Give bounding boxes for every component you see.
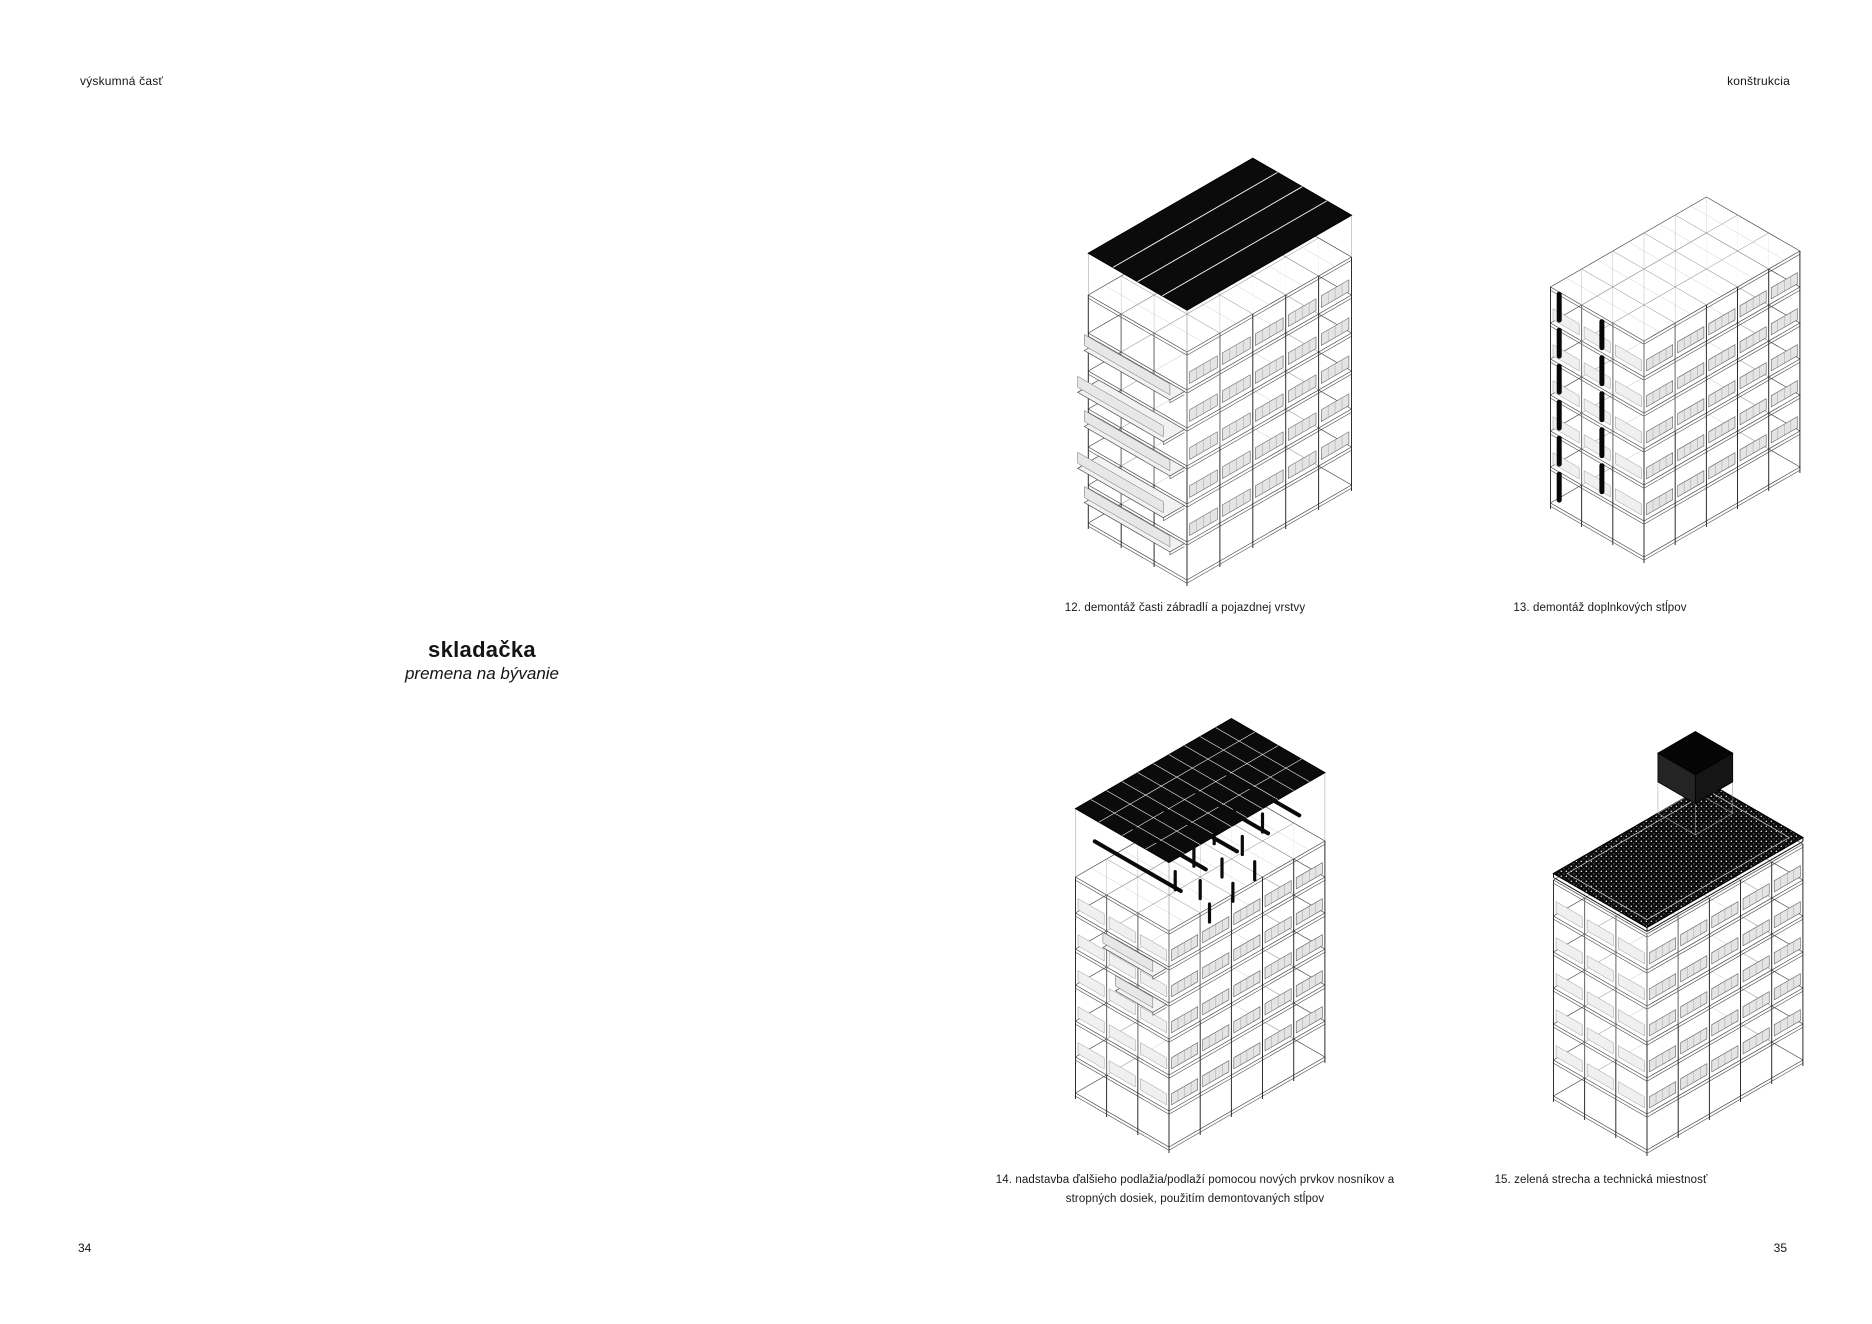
- axonometric-drawing-step-13: [1505, 185, 1845, 570]
- running-header-right: konštrukcia: [1727, 74, 1790, 88]
- figure-caption-12: 12. demontáž časti zábradlí a pojazdnej vrstvy: [1064, 602, 1306, 614]
- figure-caption-14-line-2: stropných dosiek, použitím demontovaných stĺpov: [1065, 1193, 1325, 1205]
- figure-caption-14-line-1: 14. nadstavba ďalšieho podlažia/podlaží pomocou nových prvkov nosníkov a: [995, 1174, 1395, 1186]
- section-subtitle: premena na bývanie: [404, 664, 560, 683]
- figure-caption-13: 13. demontáž doplnkových stĺpov: [1513, 602, 1687, 614]
- figure-caption-15: 15. zelená strecha a technická miestnosť: [1494, 1174, 1708, 1186]
- running-header-left: výskumná časť: [80, 74, 164, 88]
- section-title-block: [332, 638, 632, 683]
- axonometric-drawing-step-15: [1505, 700, 1850, 1160]
- page-number-right: 35: [1773, 1241, 1787, 1255]
- axonometric-drawing-step-14: [1000, 685, 1400, 1160]
- page-number-left: 34: [78, 1241, 92, 1255]
- figure-caption-14: [970, 1171, 1420, 1209]
- section-title: skladačka: [428, 637, 536, 662]
- axonometric-drawing-step-12: [1055, 140, 1385, 590]
